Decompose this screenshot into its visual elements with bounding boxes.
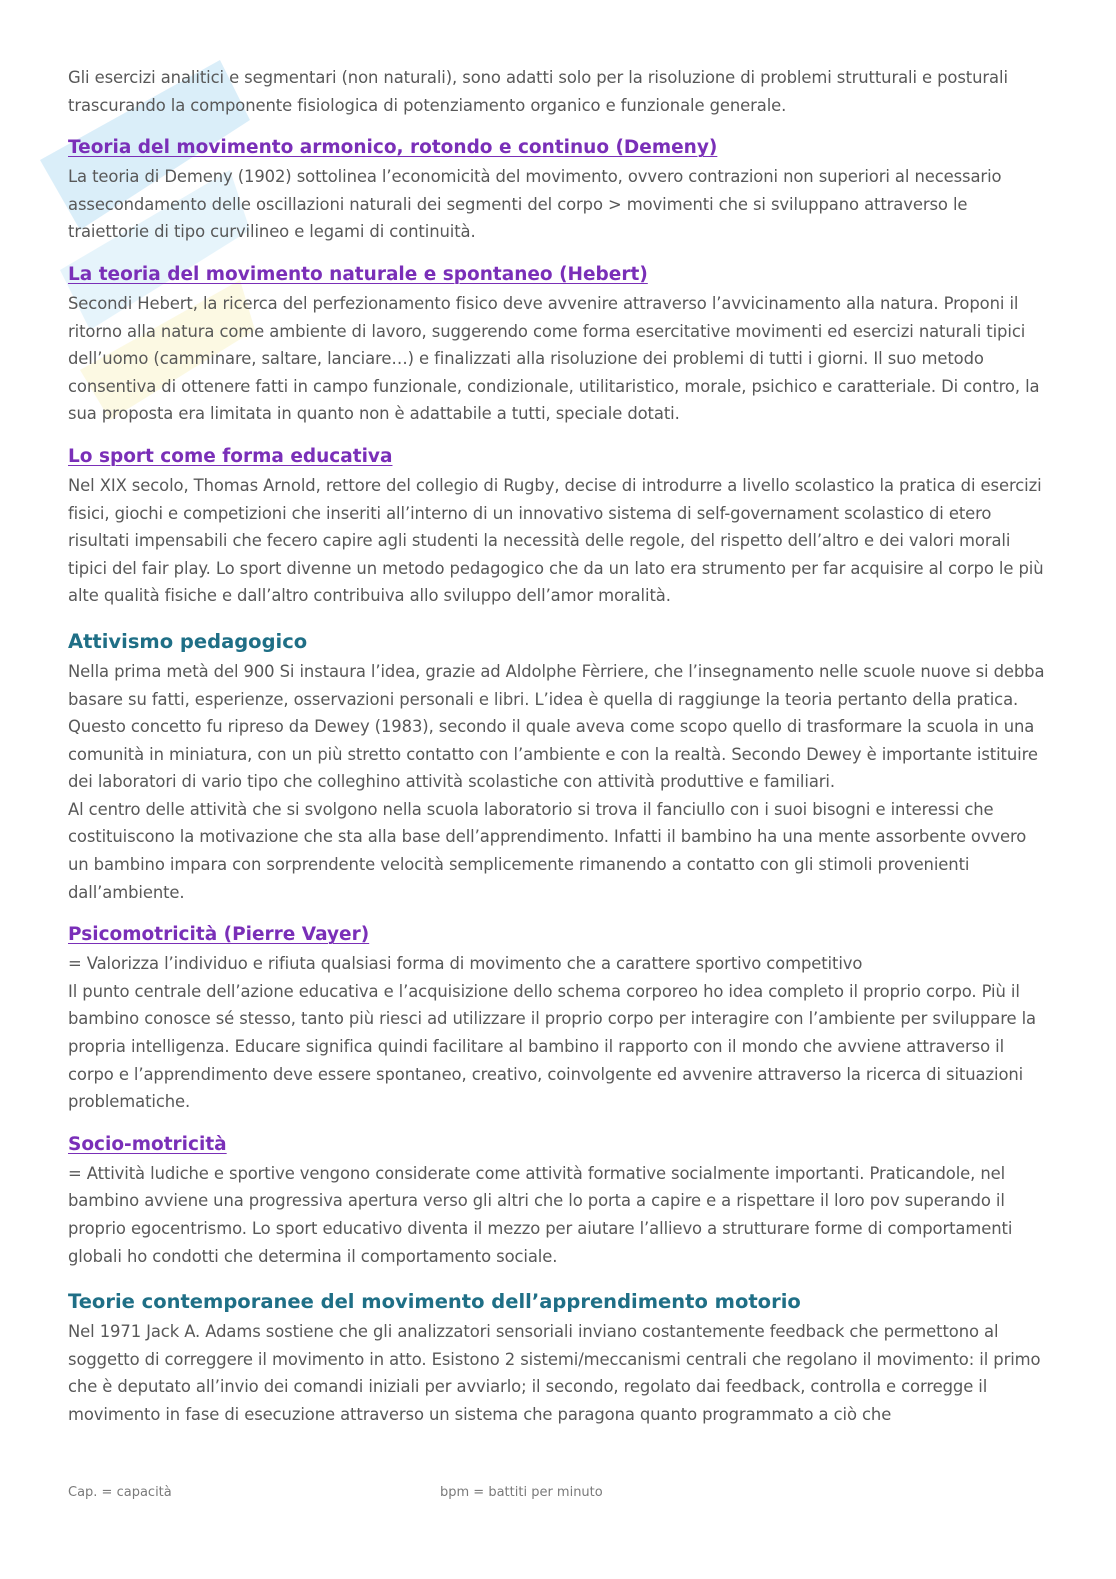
paragraph-teorie-contemporanee: Nel 1971 Jack A. Adams sostiene che gli analizzatori sensoriali inviano costantemente feedback che permettono al soggetto di correggere il movimento in atto. Esistono 2 sistemi/meccanismi centrali che regolano il movimento: il primo che è deputato all’invio dei comandi iniziali per avviarlo; il secondo, regolato dai feedback, controlla e corregge il movimento in fase di esecuzione attraverso un sistema che paragona quanto programmato a ciò che <box>68 1322 1041 1424</box>
page-footer <box>68 1485 1048 1505</box>
paragraph-demeny: La teoria di Demeny (1902) sottolinea l’economicità del movimento, ovvero contrazioni non superiori al necessario assecondamento delle oscillazioni naturali dei segmenti del corpo > movimenti che si sviluppano attraverso le traiettorie di tipo curvilineo e legami di continuità. <box>68 167 1002 242</box>
heading-psicomotricita: Psicomotricità (Pierre Vayer) <box>68 924 370 946</box>
intro-paragraph: Gli esercizi analitici e segmentari (non naturali), sono adatti solo per la risoluzione di problemi strutturali e posturali trascurando la componente fisiologica di potenziamento organico e funzionale generale. <box>68 68 1008 115</box>
heading-demeny: Teoria del movimento armonico, rotondo e continuo (Demeny) <box>68 137 718 159</box>
paragraph-attivismo-1: Nella prima metà del 900 Si instaura l’idea, grazie ad Aldolphe Fèrriere, che l’insegnamento nelle scuole nuove si debba basare su fatti, esperienze, osservazioni personali e libri. L’idea è quella di raggiunge la teoria pertanto della pratica. Questo concetto fu ripreso da Dewey (1983), secondo il quale aveva come scopo quello di trasformare la scuola in una comunità in miniatura, con un più stretto contatto con l’ambiente e con la realtà. Secondo Dewey è importante istituire dei laboratori di vario tipo che colleghino attività scolastiche con attività produttive e familiari. <box>68 661 1045 792</box>
heading-hebert: La teoria del movimento naturale e spontaneo (Hebert) <box>68 263 648 285</box>
footer-note-capacita: Cap. = capacità <box>68 1485 172 1500</box>
paragraph-socio-motricita: = Attività ludiche e sportive vengono considerate come attività formative socialmente importanti. Praticandole, nel bambino avviene una progressiva apertura verso gli altri che lo porta a capire e a rispettare il loro pov superando il proprio egocentrismo. Lo sport educativo diventa il mezzo per aiutare l’allievo a strutturare forme di comportamenti globali ho condotti che determina il comportamento sociale. <box>68 1163 1013 1266</box>
heading-socio-motricita: Socio-motricità <box>68 1133 227 1155</box>
paragraph-hebert: Secondi Hebert, la ricerca del perfezionamento fisico deve avvenire attraverso l’avvicinamento alla natura. Proponi il ritorno alla natura come ambiente di lavoro, suggerendo come forma esercitative movimenti ed esercizi naturali tipici dell’uomo (camminare, saltare, lanciare…) e finalizzati alla risoluzione dei problemi di tutti i giorni. Il suo metodo consentiva di ottenere fatti in campo funzionale, condizionale, utilitaristico, morale, psichico e caratteriale. Di contro, la sua proposta era limitata in quanto non è adattabile a tutti, speciale dotati. <box>68 293 1040 424</box>
document-body <box>68 64 1048 1429</box>
heading-attivismo: Attivismo pedagogico <box>68 629 308 653</box>
paragraph-attivismo-2: Al centro delle attività che si svolgono nella scuola laboratorio si trova il fanciullo con i suoi bisogni e interessi che costituiscono la motivazione che sta alla base dell’apprendimento. Infatti il bambino ha una mente assorbente ovvero un bambino impara con sorprendente velocità semplicemente rimanendo a contatto con gli stimoli provenienti dall’ambiente. <box>68 799 1027 902</box>
paragraph-psicomotricita-2: Il punto centrale dell’azione educativa e l’acquisizione dello schema corporeo ho idea completo il proprio corpo. Più il bambino conosce sé stesso, tanto più riesci ad utilizzare il proprio corpo per interagire con l’ambiente per sviluppare la propria intelligenza. Educare significa quindi facilitare al bambino il rapporto con il mondo che avviene attraverso il corpo e l’apprendimento deve essere spontaneo, creativo, coinvolgente ed avvenire attraverso la ricerca di situazioni problematiche. <box>68 981 1036 1112</box>
heading-sport-educativa: Lo sport come forma educativa <box>68 445 393 467</box>
paragraph-psicomotricita-1: = Valorizza l’individuo e rifiuta qualsiasi forma di movimento che a carattere sportivo competitivo <box>68 954 863 974</box>
footer-note-bpm: bpm = battiti per minuto <box>440 1485 603 1500</box>
heading-teorie-contemporanee: Teorie contemporanee del movimento dell’apprendimento motorio <box>68 1290 801 1314</box>
paragraph-sport-educativa: Nel XIX secolo, Thomas Arnold, rettore del collegio di Rugby, decise di introdurre a livello scolastico la pratica di esercizi fisici, giochi e competizioni che inseriti all’interno di un innovativo sistema di self-governament scolastico di etero risultati impensabili che fecero capire agli studenti la necessità delle regole, del rispetto dell’altro e dei valori morali tipici del fair play. Lo sport divenne un metodo pedagogico che da un lato era strumento per far acquisire al corpo le più alte qualità fisiche e dall’altro contribuiva allo sviluppo dell’amor moralità. <box>68 475 1044 606</box>
